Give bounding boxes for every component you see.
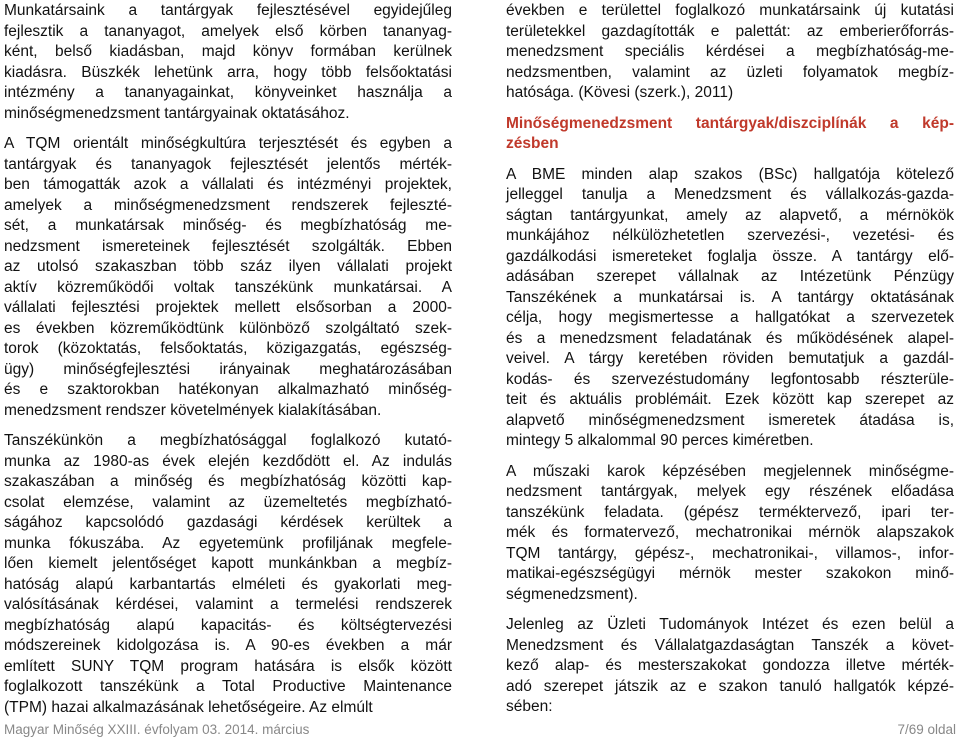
right-column [506,1,954,718]
text-line: években e területtel foglalkozó munkatársaink új kutatási [506,2,954,19]
text-line: hatósága. (Kövesi (szerk.), 2011) [506,84,734,101]
text-line: Tanszékének a munkatársai is. A tantárgy oktatásának [506,288,954,306]
text-line: menedzsment speciális kérdései a megbízhatóság-me- [506,43,954,60]
right-paragraph-1 [506,1,954,104]
footer-publication: Magyar Minőség XXIII. évfolyam 03. 2014. március [4,722,310,737]
text-line: kodás- és szervezéstudomány legfontosabb részterüle- [506,370,954,388]
page-footer [4,722,956,740]
text-line: adó szerepet játszik az e szakon tanuló hallgatók képzé- [506,677,954,695]
left-column [4,1,452,718]
text-line: Jelenleg az Üzleti Tudományok Intézet és ezen belül a [506,616,954,633]
text-line: intézmény a tananyagainkat, könyveinket használja a [4,84,452,101]
text-line: vállalati fejlesztési projektek mellett elsősorban a 2000- [4,299,452,316]
section-heading [506,114,954,155]
text-line: sében: [506,698,553,715]
text-line: területekkel gazdagították e palettát: az emberierőforrás- [506,22,954,40]
text-line: torok (közoktatás, felsőoktatás, közigazgatás, egészség- [4,340,452,357]
text-line: az utolsó szakaszban több száz ilyen vállalati projekt [4,258,452,275]
text-line: mék és formatervező, mechatronikai mérnök alapszakok [506,524,954,541]
text-line: menedzsment rendszer követelmények kialakításában. [4,401,382,419]
text-line: munka az 1980-as évek elején kezdődött el. Az indulás [4,452,452,470]
text-line: ságához kapcsolódó gazdasági kérdések kerültek a [4,514,452,531]
text-line: zésben [506,135,559,152]
text-line: kező alap- és mesterszakokat gondozza illetve mérték- [506,657,954,674]
text-line: mintegy 5 alkalommal 90 perces kiméretben. [506,432,814,449]
right-paragraph-4 [506,615,954,718]
text-line: A BME minden alap szakos (BSc) hallgatója kötelező [506,165,954,183]
text-line: Tanszékünkön a megbízhatósággal foglalkozó kutató- [4,432,452,449]
text-line: sét, a munkatársak minőség- és megbízhatóság me- [4,217,452,234]
text-line: munkájához nélkülözhetetlen szervezési-, vezetési- és [506,227,954,244]
text-line: és e szaktorokban hatékonyan alkalmazható minőség- [4,381,452,398]
text-line: matikai-egészségügyi mérnök mester szakokon minő- [506,565,954,582]
right-paragraph-2 [506,165,954,452]
text-line: aktív közreműködői voltak tanszékünk munkatársai. A [4,278,452,296]
text-line: Menedzsment és Vállalatgazdaságtan Tanszék a követ- [506,636,954,654]
text-line: jelleggel tanulja a Menedzsment és vállalkozás-gazda- [506,186,954,203]
text-line: csolat elemzése, valamint az üzemeltetés megbízható- [4,493,452,511]
text-line: ügy) minőségfejlesztési irányainak meghatározásában [4,360,452,378]
text-line: foglalkozott tanszékünk a Total Productive Maintenance [4,678,452,695]
text-line: nedzsmentben, valamint az üzleti folyamatok megbíz- [506,63,954,81]
text-line: A TQM orientált minőségkultúra terjesztését és egyben a [4,135,452,152]
text-line: (TPM) hazai alkalmazásának lehetőségeire. Az elmúlt [4,698,373,716]
text-line: gazdálkodási ismereteket foglalja össze. A tantárgy elő- [506,247,954,265]
text-line: TQM tantárgy, gépész-, mechatronikai-, villamos-, infor- [506,544,954,562]
text-line: ben támogatták azok a vállalati és intézményi projektek, [4,176,452,193]
text-line: nedzsment ismereteinek fejlesztését szolgálták. Ebben [4,237,452,255]
text-line: munka fókuszába. Az egyetemünk profiljának megfele- [4,534,452,552]
text-line: ként, belső kiadásban, majd könyv formában kerülnek [4,43,452,60]
left-paragraph-2 [4,134,452,421]
text-line: lően kiemelt jelentőséget kapott munkánkban a megbíz- [4,555,452,572]
text-line: veivel. A tárgy keretében röviden bemutatjuk a gazdál- [506,350,954,367]
text-line: adásában szerepet vállalnak az Intézetünk Pénzügy [506,268,954,285]
text-line: Munkatársaink a tantárgyak fejlesztésével egyidejűleg [4,2,452,19]
text-line: valósításának kérdései, valamint a termelési rendszerek [4,596,452,613]
text-line: minőségmenedzsment tantárgyainak oktatásához. [4,104,350,122]
text-line: tanszékünk feladata. (gépész terméktervező, ipari ter- [506,503,954,521]
text-line: módszereinek kidolgozása is. A 90-es években a már [4,637,452,654]
text-line: alapvető minőségmenedzsment ismeretek átadása is, [506,411,954,429]
text-line: fejlesztik a tananyagot, amelyek első körben tananyag- [4,22,452,40]
text-line: nedzsment tantárgyak, melyek egy részének előadása [506,483,954,500]
text-line: es években közreműködtünk különböző szolgáltató szek- [4,319,452,337]
text-line: Minőségmenedzsment tantárgyak/diszciplínák a kép- [506,114,954,132]
text-line: célja, hogy megismertesse a hallgatókat a szervezetek [506,309,954,326]
text-line: kiadásra. Büszkék lehetünk arra, hogy több felsőoktatási [4,63,452,81]
text-line: ségmenedzsment). [506,585,638,603]
text-line: ságtan tantárgyunkat, amely az alapvető, a mérnökök [506,206,954,224]
text-line: említett SUNY TQM program hatására is elsők között [4,657,452,675]
text-line: tantárgyak és tananyagok fejlesztését jelentős mérték- [4,155,452,173]
text-line: és a menedzsment feladatának és működésének alapel- [506,329,954,347]
text-line: szakaszában a minőség és megbízhatóság közötti kap- [4,473,452,490]
left-paragraph-1 [4,1,452,124]
right-paragraph-3 [506,462,954,606]
text-line: amelyek a minőségmenedzsment rendszerek fejleszté- [4,196,452,214]
text-line: teit és aktuális problémáit. Ezek között kap szerepet az [506,391,954,408]
footer-page-number: 7/69 oldal [897,722,956,737]
text-line: A műszaki karok képzésében megjelennek minőségme- [506,462,954,480]
left-paragraph-3 [4,431,452,718]
text-line: hatóság alapú karbantartás elméleti és gyakorlati meg- [4,575,452,593]
text-line: megbízhatóság alapú kapacitás- és költségtervezési [4,616,452,634]
